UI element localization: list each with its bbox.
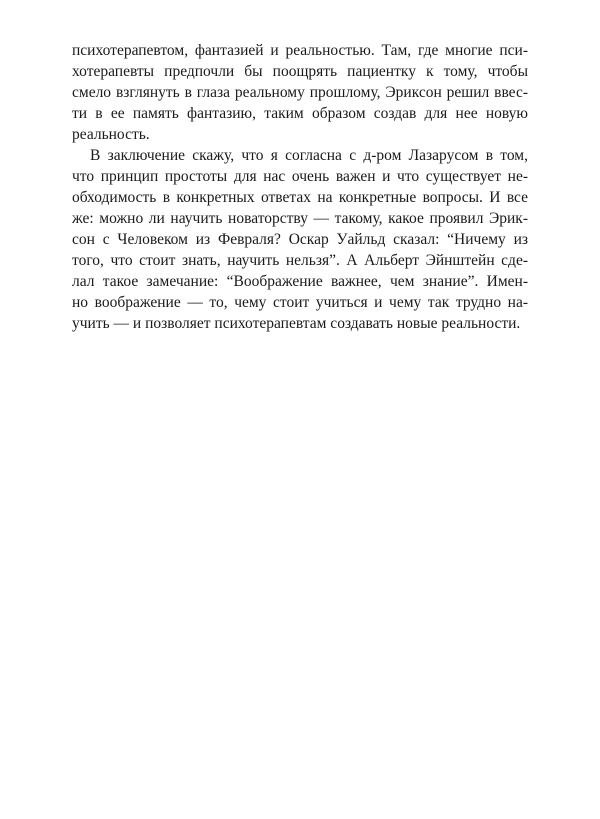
body-text bbox=[72, 40, 528, 334]
text-line: лал такое замечание: “Воображение важнее, чем знание”. Имен- bbox=[72, 273, 528, 290]
text-line: В заключение скажу, что я согласна с д-ром Лазарусом в том, bbox=[90, 147, 528, 164]
text-line: сон с Человеком из Февраля? Оскар Уайльд сказал: “Ничему из bbox=[72, 231, 528, 248]
text-line: реальность. bbox=[72, 126, 150, 143]
text-line: же: можно ли научить новаторству — такому, какое проявил Эрик- bbox=[72, 210, 528, 227]
text-line: но воображение — то, чему стоит учиться и чему так трудно на- bbox=[72, 294, 528, 311]
text-line: обходимость в конкретных ответах на конкретные вопросы. И все bbox=[72, 189, 528, 206]
text-line: смело взглянуть в глаза реальному прошлому, Эриксон решил ввес- bbox=[72, 84, 528, 101]
text-line: что принцип простоты для нас очень важен и что существует не- bbox=[72, 168, 528, 185]
text-line: хотерапевты предпочли бы поощрять пациентку к тому, чтобы bbox=[72, 63, 528, 80]
text-line: учить — и позволяет психотерапевтам создавать новые реальности. bbox=[72, 315, 521, 332]
paragraph-2 bbox=[72, 145, 528, 334]
text-line: ти в ее память фантазию, таким образом создав для нее новую bbox=[72, 105, 528, 122]
text-line: психотерапевтом, фантазией и реальностью. Там, где многие пси- bbox=[72, 42, 528, 59]
text-line: того, что стоит знать, научить нельзя”. А Альберт Эйнштейн сде- bbox=[72, 252, 528, 269]
paragraph-1 bbox=[72, 40, 528, 145]
